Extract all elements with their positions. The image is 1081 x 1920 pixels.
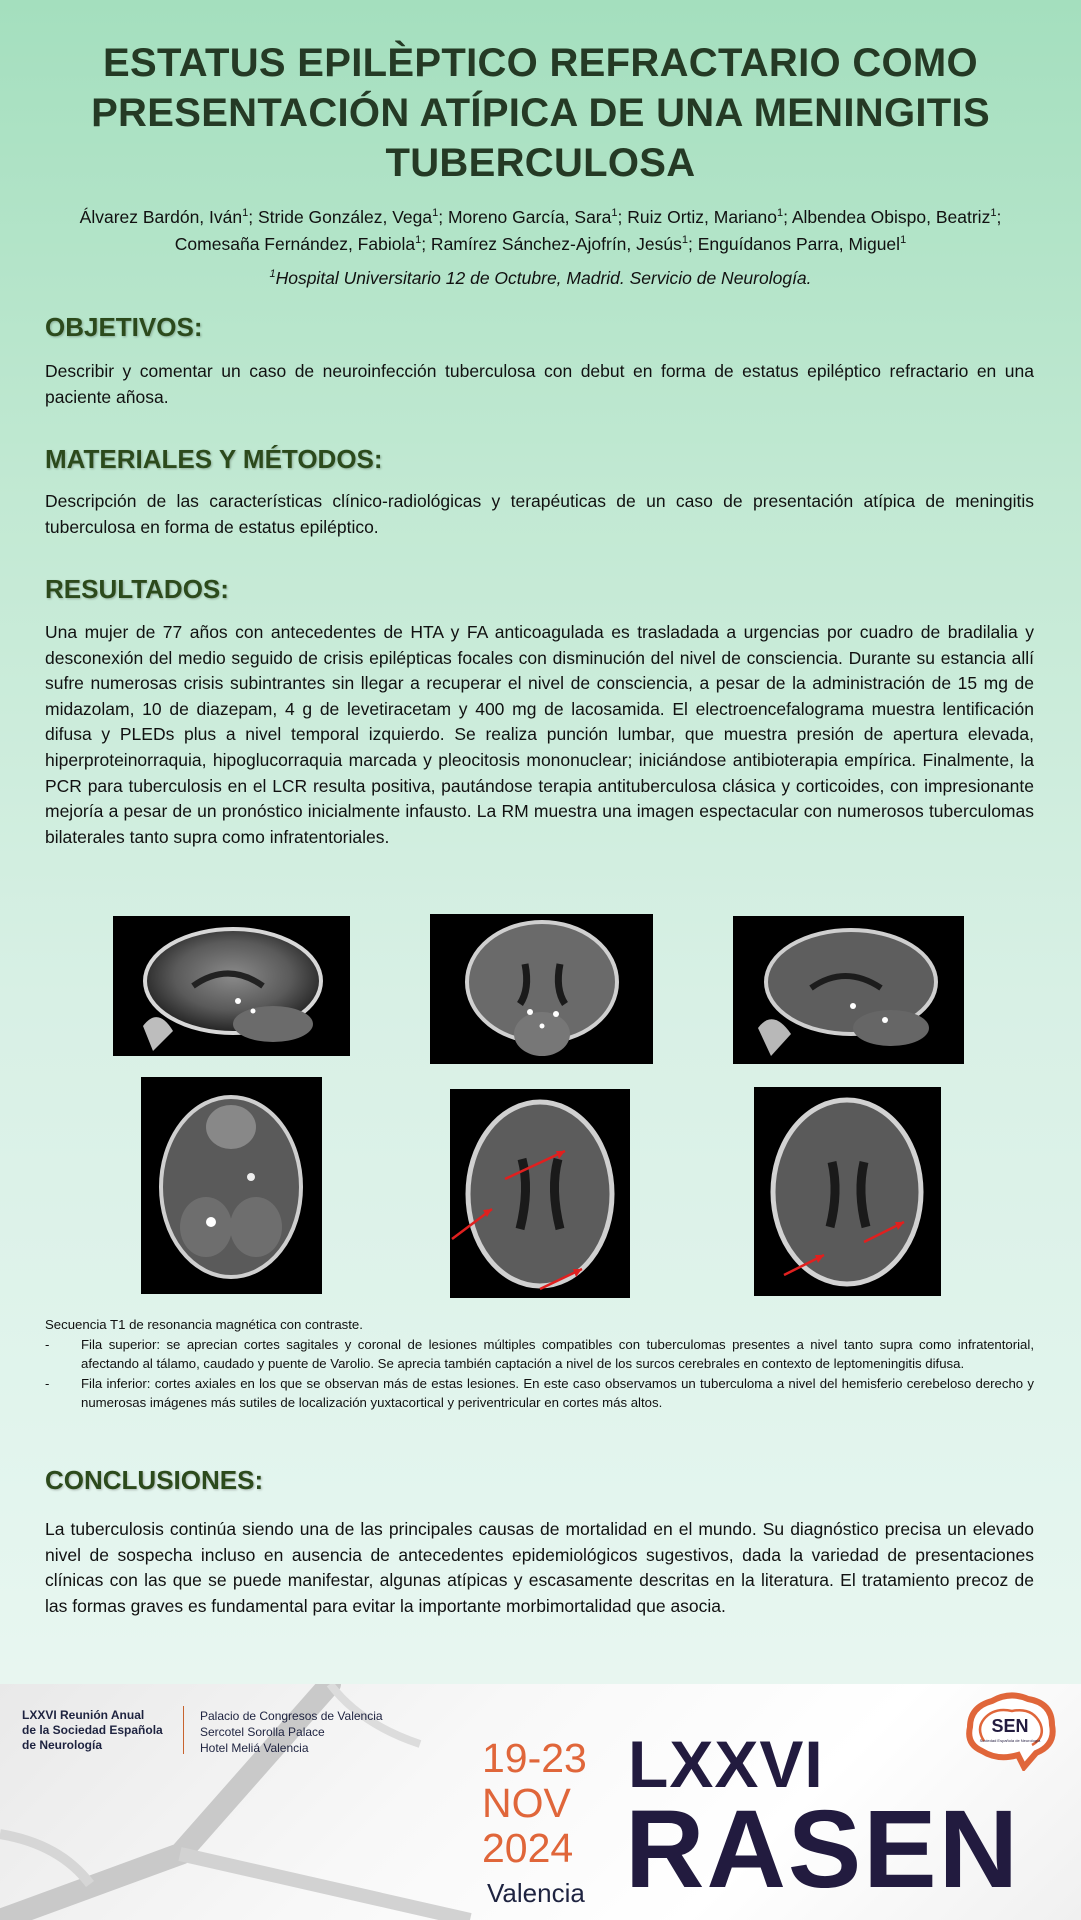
footer-dates — [482, 1736, 632, 1871]
author-affiliation-mark: 1 — [415, 234, 422, 247]
text-conclusiones: La tuberculosis continúa siendo una de las principales causas de mortalidad en el mundo. Su diagnóstico precisa un elevado nivel de sospecha incluso en ausencia de antecedentes epidemiológicos sugestivos, dada la variedad de presentaciones clínicas con las que se puede manifestar, algunas atípicas y escasamente descritas en la literatura. El tratamiento precoz de las formas graves es fundamental para evitar la importante morbimortalidad que asocia. — [45, 1519, 1034, 1616]
title-line-2: PRESENTACIÓN ATÍPICA DE UNA MENINGITIS — [91, 91, 990, 135]
author-affiliation-mark: 1 — [611, 207, 618, 220]
author-affiliation-mark: 1 — [432, 207, 439, 220]
author-line-2 — [30, 231, 1051, 258]
author-name: ; Stride González, Vega — [248, 207, 433, 227]
mri-axial-high — [754, 1087, 941, 1296]
venue-line: Hotel Meliá Valencia — [200, 1741, 309, 1755]
venue-line: Sercotel Sorolla Palace — [200, 1725, 325, 1739]
mri-axial-mid — [450, 1089, 630, 1298]
event-name: RASEN — [625, 1788, 1021, 1911]
author-line-1 — [30, 204, 1051, 231]
author-affiliation-mark: 1 — [900, 234, 907, 247]
footer-city: Valencia — [487, 1878, 585, 1908]
text-materiales: Descripción de las características clínico-radiológicas y terapéuticas de un caso de presentación atípica de meningitis tuberculosa en forma de estatus epiléptico. — [45, 491, 1034, 537]
text-resultados: Una mujer de 77 años con antecedentes de HTA y FA anticoagulada es trasladada a urgencias por cuadro de bradilalia y desconexión del medio seguido de crisis epilépticas focales con disminución del nivel de consciencia. Durante su estancia allí sufre numerosas crisis subintrantes sin llegar a recuperar el nivel de consciencia, a pesar de la administración de 15 mg de midazolam, 10 de diazepam, 4 g de levetiracetam y 400 mg de lacosamida. El electroencefalograma muestra lentificación difusa y PLEDs plus a nivel temporal izquierdo. Se realiza punción lumbar, que muestra presión de apertura elevada, hiperproteinorraquia, hipoglucorraquia marcada y pleocitosis mononuclear; iniciándose antibioterapia empírica. Finalmente, la PCR para tuberculosis en el LCR resulta positiva, pautándose terapia antituberculosa clásica y corticoides, con impresionante mejoría a pesar de un pronóstico inicialmente infausto. La RM muestra una imagen espectacular con numerosos tuberculomas bilaterales tanto supra como infratentoriales. — [45, 622, 1034, 847]
heading-objetivos: OBJETIVOS: — [45, 312, 203, 342]
footer-venues — [200, 1708, 383, 1756]
author-name: Álvarez Bardón, Iván — [79, 207, 243, 227]
footer-organization — [22, 1708, 163, 1753]
affiliation-mark: 1 — [269, 268, 276, 281]
event-number: LXXVI — [628, 1727, 824, 1801]
author-affiliation-mark: 1 — [776, 207, 784, 220]
title-line-1: ESTATUS EPILÈPTICO REFRACTARIO COMO — [103, 41, 978, 85]
org-line: de la Sociedad Española — [22, 1723, 163, 1737]
date-line: NOV — [482, 1780, 571, 1826]
footer-banner — [0, 1684, 1081, 1920]
mri-axial-posterior-fossa — [141, 1077, 322, 1294]
affiliation — [30, 268, 1051, 289]
logo-text: SEN — [991, 1716, 1029, 1736]
sen-logo-icon — [962, 1689, 1058, 1771]
venue-line: Palacio de Congresos de Valencia — [200, 1709, 383, 1723]
author-name: ; Albendea Obispo, Beatriz — [783, 207, 991, 227]
heading-materiales: MATERIALES Y MÉTODOS: — [45, 444, 383, 474]
logo-subtext: Sociedad Española de Neurología — [979, 1738, 1041, 1743]
author-affiliation-mark: 1 — [990, 207, 997, 220]
date-line: 2024 — [482, 1825, 574, 1871]
poster-title — [40, 38, 1041, 188]
caption-intro: Secuencia T1 de resonancia magnética con contraste. — [45, 1317, 363, 1332]
author-name: ; Enguídanos Parra, Miguel — [687, 234, 901, 254]
caption-list — [45, 1335, 1034, 1413]
org-line: de Neurología — [22, 1738, 103, 1752]
heading-resultados: RESULTADOS: — [45, 574, 229, 604]
mri-coronal — [430, 914, 653, 1064]
org-line: LXXVI Reunión Anual — [22, 1708, 145, 1722]
figure-caption — [45, 1315, 1034, 1413]
author-name: ; Ramírez Sánchez-Ajofrín, Jesús — [421, 234, 682, 254]
caption-item: - Fila inferior: cortes axiales en los que se observan más de estas lesiones. En este caso observamos un tuberculoma a nivel del hemisferio cerebeloso derecho y numerosas imágenes más sutiles de localización yuxtacortical y periventricular en cortes más altos. — [45, 1374, 1034, 1413]
footer-divider — [183, 1706, 184, 1754]
mri-sagittal-1 — [113, 916, 350, 1056]
author-list — [30, 204, 1051, 258]
author-name: ; Moreno García, Sara — [438, 207, 612, 227]
mri-sagittal-2 — [733, 916, 964, 1064]
author-affiliation-mark: 1 — [681, 234, 688, 247]
author-name: ; Ruiz Ortiz, Mariano — [617, 207, 777, 227]
author-affiliation-mark: 1 — [242, 207, 249, 220]
author-name: Comesaña Fernández, Fabiola — [174, 234, 416, 254]
title-line-3: TUBERCULOSA — [385, 141, 696, 185]
affiliation-text: Hospital Universitario 12 de Octubre, Madrid. Servicio de Neurología. — [275, 268, 812, 288]
author-separator: ; — [996, 207, 1002, 227]
heading-conclusiones: CONCLUSIONES: — [45, 1465, 264, 1495]
caption-item: - Fila superior: se aprecian cortes sagitales y coronal de lesiones múltiples compatibles con tuberculomas presentes a nivel tanto supra como infratentorial, afectando al tálamo, caudado y puente de Varolio. Se aprecia también captación a nivel de los surcos cerebrales en contexto de leptomeningitis difusa. — [45, 1335, 1034, 1374]
date-line: 19-23 — [482, 1735, 587, 1781]
text-objetivos: Describir y comentar un caso de neuroinfección tuberculosa con debut en forma de estatus epiléptico refractario en una paciente añosa. — [45, 361, 1034, 407]
